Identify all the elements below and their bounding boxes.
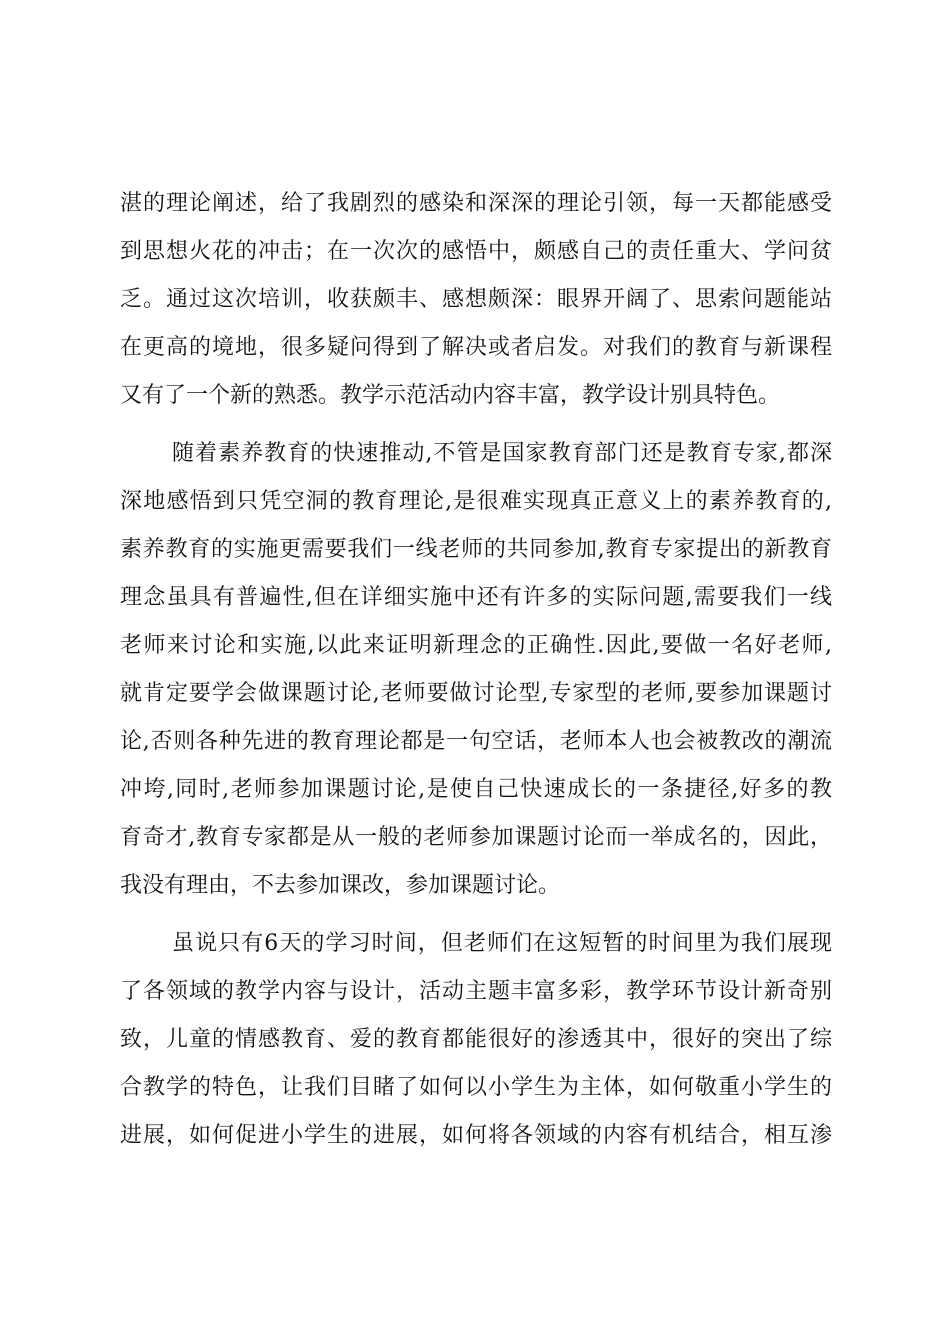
paragraph-2-line-10: 我没有理由，不去参加课改，参加课题讨论。 [120,873,561,898]
paragraph-gap [120,420,832,430]
paragraph-3-line-2: 了各领域的教学内容与设计，活动主题丰富多彩，教学环节设计新奇别 [120,979,832,1004]
paragraph-gap [120,910,832,920]
paragraph-1-line-1: 湛的理论阐述，给了我剧烈的感染和深深的理论引领，每一天都能感受 [120,191,832,216]
paragraph-3-line-5: 进展，如何促进小学生的进展，如何将各领域的内容有机结合，相互渗 [120,1123,832,1148]
paragraph-1-line-5: 又有了一个新的熟悉。教学示范活动内容丰富，教学设计别具特色。 [120,383,781,408]
paragraph-2-line-8: 冲垮,同时,老师参加课题讨论,是使自己快速成长的一条捷径,好多的教 [120,777,832,802]
paragraph-1-line-4: 在更高的境地，很多疑问得到了解决或者启发。对我们的教育与新课程 [120,335,832,360]
paragraph-1-line-2: 到思想火花的冲击；在一次次的感悟中，颇感自己的责任重大、学问贫 [120,239,832,264]
paragraph-3-line-1: 虽说只有6天的学习时间，但老师们在这短暂的时间里为我们展现 [172,931,832,956]
paragraph-2-line-9: 育奇才,教育专家都是从一般的老师参加课题讨论而一举成名的，因此， [120,825,832,850]
paragraph-1-line-3: 乏。通过这次培训，收获颇丰、感想颇深：眼界开阔了、思索问题能站 [120,287,832,312]
body-text [120,180,832,1160]
paragraph-2-line-6: 就肯定要学会做课题讨论,老师要做讨论型,专家型的老师,要参加课题讨 [120,681,832,706]
paragraph-2-line-3: 素养教育的实施更需要我们一线老师的共同参加,教育专家提出的新教育 [120,537,832,562]
paragraph-2-line-1: 随着素养教育的快速推动,不管是国家教育部门还是教育专家,都深 [172,441,832,466]
paragraph-2-line-2: 深地感悟到只凭空洞的教育理论,是很难实现真正意义上的素养教育的, [120,489,832,514]
paragraph-2-line-4: 理念虽具有普遍性,但在详细实施中还有许多的实际问题,需要我们一线 [120,585,832,610]
paragraph-2-line-5: 老师来讨论和实施,以此来证明新理念的正确性.因此,要做一名好老师, [120,633,832,658]
paragraph-3-line-4: 合教学的特色，让我们目睹了如何以小学生为主体，如何敬重小学生的 [120,1075,832,1100]
paragraph-2-line-7: 论,否则各种先进的教育理论都是一句空话，老师本人也会被教改的潮流 [120,729,832,754]
paragraph-3-line-3: 致，儿童的情感教育、爱的教育都能很好的渗透其中，很好的突出了综 [120,1027,832,1052]
